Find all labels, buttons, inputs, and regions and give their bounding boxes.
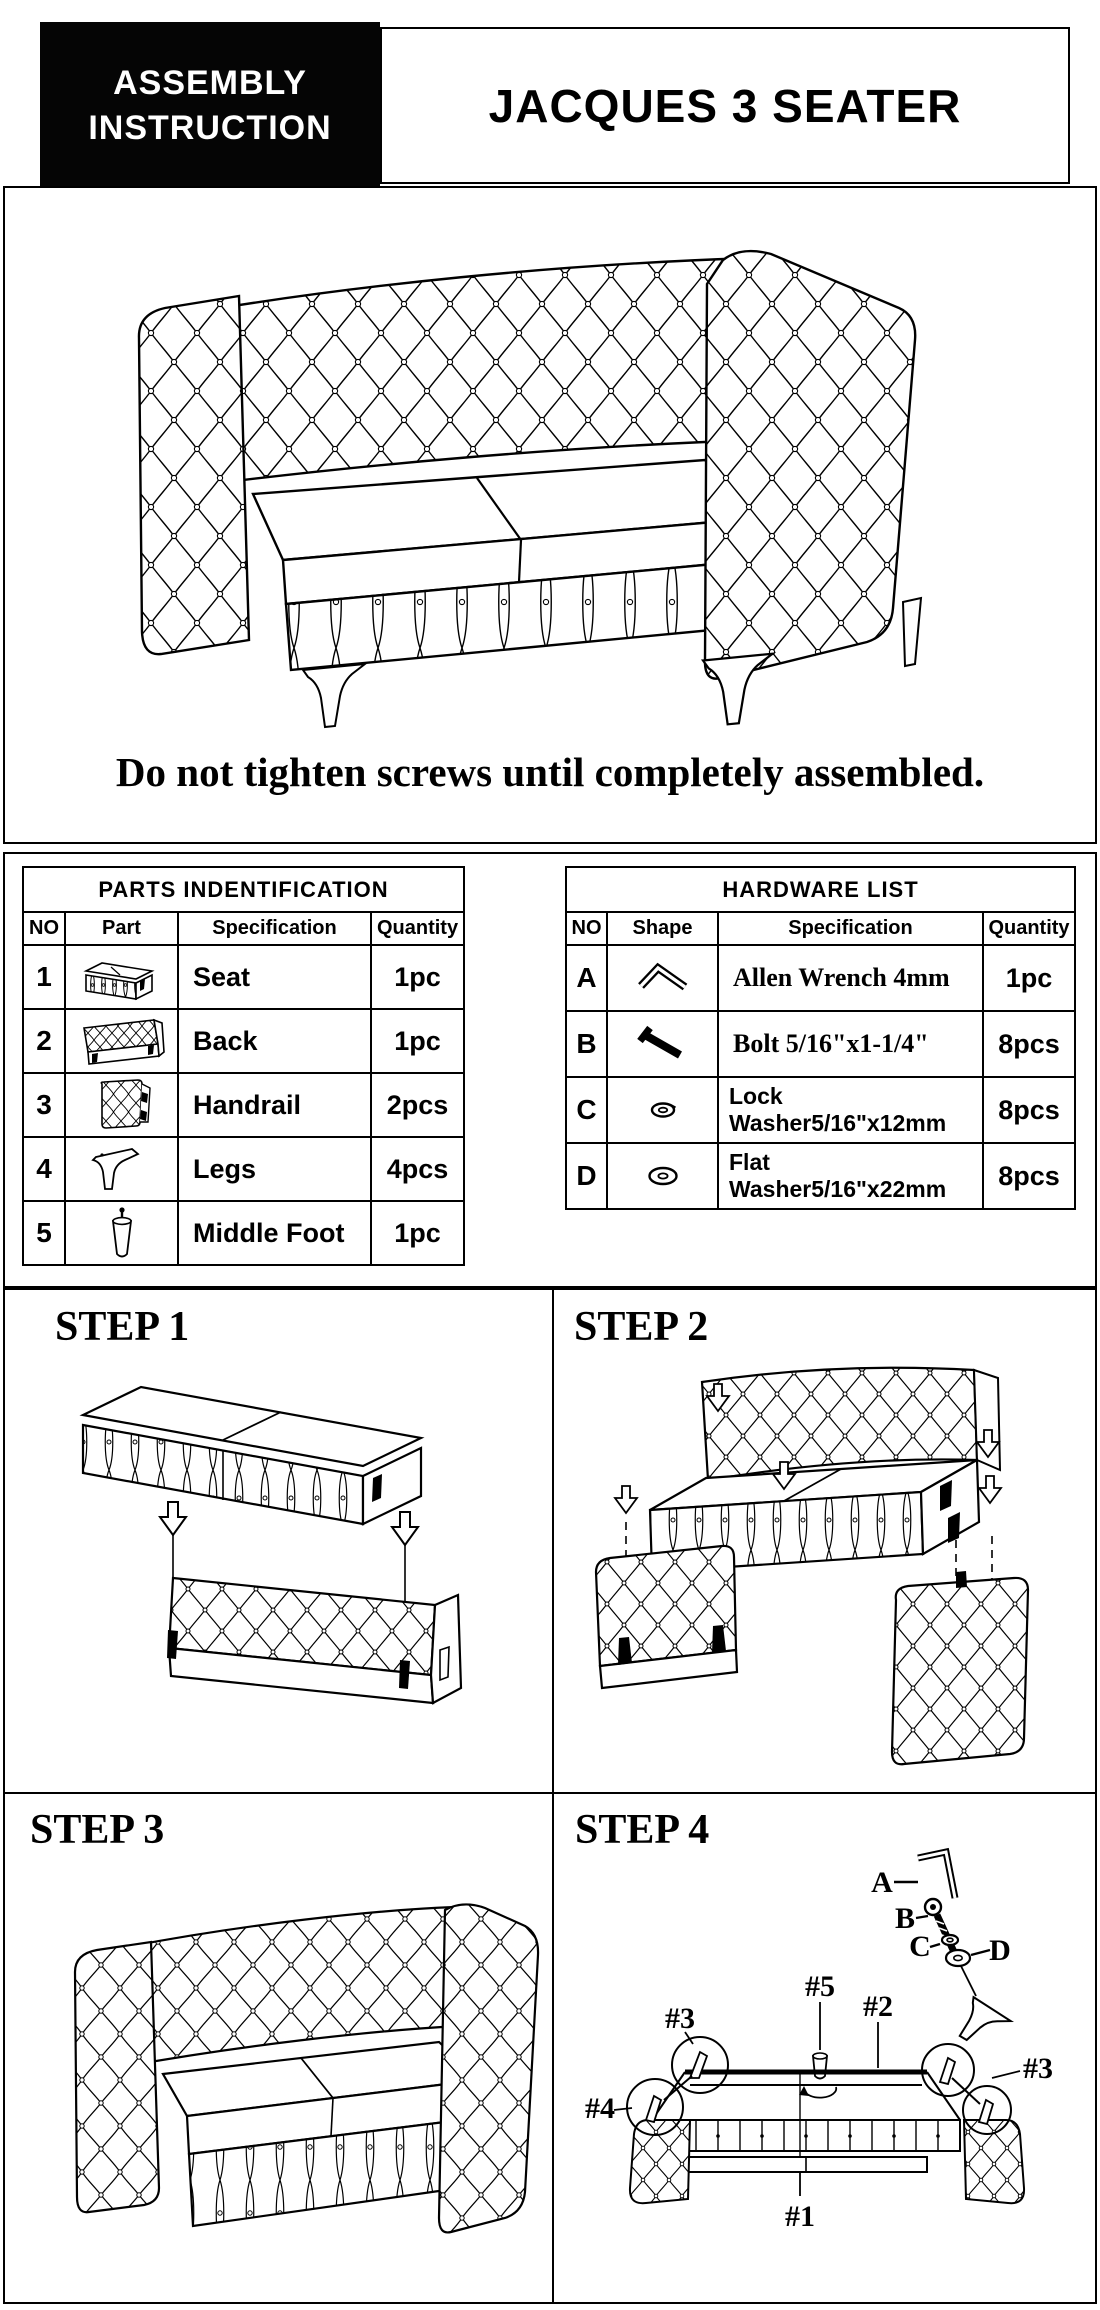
lock-washer-icon (942, 1935, 958, 1945)
table-row (23, 1073, 464, 1137)
page-title: JACQUES 3 SEATER (488, 79, 962, 132)
step2-heading: STEP 2 (574, 1304, 709, 1350)
step4-hardware-stack (871, 1852, 1011, 2055)
step2-illustration (556, 1310, 1096, 1780)
parts-table-header-row (23, 912, 464, 945)
col-header-part: Part (65, 912, 178, 945)
part-qty: 2pcs (371, 1073, 464, 1137)
callout-1: #1 (785, 2200, 815, 2233)
step1-seat-part (83, 1387, 421, 1524)
table-row (566, 1077, 1075, 1143)
parts-table-title: PARTS INDENTIFICATION (23, 867, 464, 912)
parts-table-title-row (23, 867, 464, 912)
flat-washer-icon (623, 1154, 703, 1198)
step2-sofa-body (650, 1368, 1000, 1572)
callout-d: D (989, 1934, 1011, 1967)
part-spec: Legs (178, 1137, 371, 1201)
table-row (23, 1137, 464, 1201)
hardware-spec: Allen Wrench 4mm (718, 945, 983, 1011)
allen-wrench-icon (623, 956, 703, 1000)
part-no: 4 (23, 1137, 65, 1201)
part-qty: 4pcs (371, 1137, 464, 1201)
col-header-no: NO (23, 912, 65, 945)
col-header-no: NO (566, 912, 607, 945)
lock-washer-icon (623, 1088, 703, 1132)
step4-illustration (552, 1828, 1092, 2308)
step1-heading: STEP 1 (55, 1304, 190, 1350)
callout-b: B (894, 1902, 916, 1935)
col-header-qty: Quantity (983, 912, 1075, 945)
col-header-qty: Quantity (371, 912, 464, 945)
sofa-right-arm (705, 251, 915, 679)
hardware-qty: 8pcs (983, 1077, 1075, 1143)
part-no: 1 (23, 945, 65, 1009)
table-row (23, 1009, 464, 1073)
hardware-qty: 1pc (983, 945, 1075, 1011)
callout-2: #2 (863, 1990, 893, 2023)
badge-line-1: ASSEMBLY (113, 64, 307, 103)
hardware-table-header-row (566, 912, 1075, 945)
part-spec: Back (178, 1009, 371, 1073)
step3-assembled-sofa (75, 1904, 538, 2232)
assembled-sofa-illustration (105, 188, 945, 744)
step2-right-armrest (892, 1571, 1028, 1764)
middle-foot-part-icon (76, 1204, 168, 1262)
bolt-icon (623, 1022, 703, 1066)
table-row (23, 945, 464, 1009)
table-row (566, 945, 1075, 1011)
part-qty: 1pc (371, 1201, 464, 1265)
down-arrow-icon (160, 1502, 186, 1535)
step1-illustration (18, 1358, 538, 1778)
hardware-no: C (566, 1077, 607, 1143)
assembly-instruction-badge (40, 22, 380, 189)
hardware-list-table (565, 866, 1076, 1210)
col-header-spec: Specification (178, 912, 371, 945)
step2-left-armrest (596, 1546, 737, 1688)
sofa-front-left-leg (303, 664, 365, 727)
part-no: 2 (23, 1009, 65, 1073)
part-qty: 1pc (371, 945, 464, 1009)
col-header-spec: Specification (718, 912, 983, 945)
steps-horizontal-divider (5, 1792, 1095, 1794)
badge-line-2: INSTRUCTION (88, 108, 332, 147)
flat-washer-icon (946, 1950, 970, 1966)
sofa-rear-leg (903, 598, 921, 666)
warning-text: Do not tighten screws until completely assembled. (115, 749, 985, 795)
sofa-left-arm (139, 296, 249, 654)
callout-5: #5 (805, 1970, 835, 2003)
hardware-no: D (566, 1143, 607, 1209)
hardware-qty: 8pcs (983, 1011, 1075, 1077)
hardware-no: B (566, 1011, 607, 1077)
middle-foot-icon (813, 2053, 827, 2079)
part-no: 3 (23, 1073, 65, 1137)
callout-a: A (871, 1866, 893, 1899)
hardware-no: A (566, 945, 607, 1011)
sofa-back (173, 258, 757, 488)
hardware-table-title: HARDWARE LIST (566, 867, 1075, 912)
hardware-spec: Bolt 5/16"x1-1/4" (718, 1011, 983, 1077)
callout-3-left: #3 (665, 2002, 695, 2035)
product-title-box (380, 27, 1070, 184)
table-row (566, 1143, 1075, 1209)
table-row (566, 1011, 1075, 1077)
table-row (23, 1201, 464, 1265)
parts-table (22, 866, 465, 1266)
handrail-part-icon (76, 1076, 168, 1134)
part-qty: 1pc (371, 1009, 464, 1073)
part-spec: Handrail (178, 1073, 371, 1137)
step3-illustration (25, 1850, 545, 2290)
allen-wrench-icon (918, 1852, 955, 1898)
step4-heading: STEP 4 (575, 1807, 710, 1853)
callout-c: C (909, 1930, 931, 1963)
hardware-qty: 8pcs (983, 1143, 1075, 1209)
down-arrow-icon (392, 1512, 418, 1545)
hardware-spec: Lock Washer5/16"x12mm (718, 1077, 983, 1143)
part-no: 5 (23, 1201, 65, 1265)
hardware-table-title-row (566, 867, 1075, 912)
callout-3-right: #3 (1023, 2052, 1053, 2085)
callout-4: #4 (585, 2092, 615, 2125)
back-part-icon (76, 1012, 168, 1070)
part-spec: Seat (178, 945, 371, 1009)
part-spec: Middle Foot (178, 1201, 371, 1265)
step3-heading: STEP 3 (30, 1807, 165, 1853)
col-header-shape: Shape (607, 912, 718, 945)
step1-back-part (167, 1578, 461, 1703)
hardware-spec: Flat Washer5/16"x22mm (718, 1143, 983, 1209)
seat-part-icon (76, 949, 168, 1005)
legs-part-icon (76, 1141, 168, 1197)
